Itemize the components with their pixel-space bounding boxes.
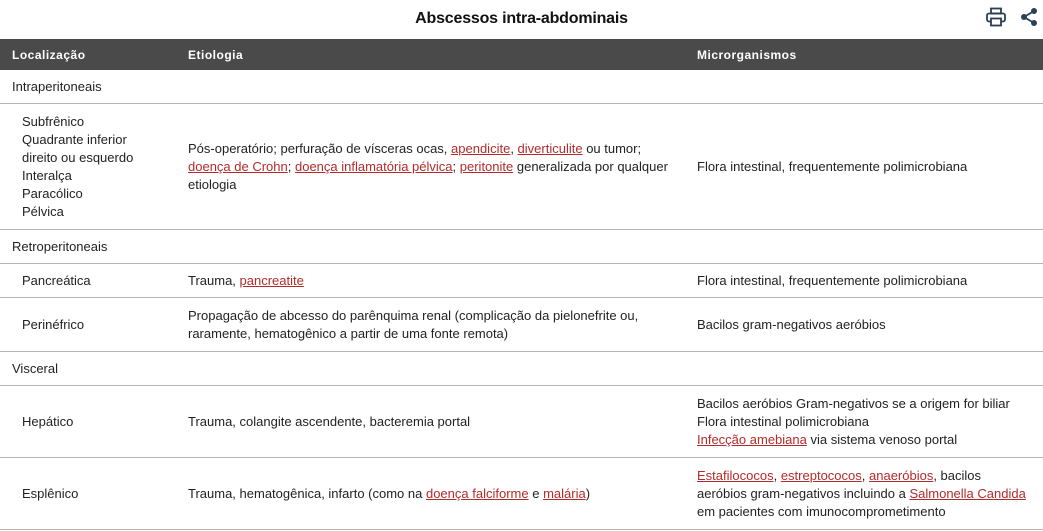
section-label: Retroperitoneais [0, 230, 176, 264]
column-header-organisms: Microrganismos [685, 39, 1043, 70]
etiology-cell: Pós-operatório; perfuração de vísceras ocas, apendicite, diverticulite ou tumor; doença de Crohn; doença inflamatória pélvica; peritonite generalizada por qualquer etiologia [176, 104, 685, 230]
table-header-row [0, 39, 1043, 70]
organisms-cell: Bacilos aeróbios Gram-negativos se a origem for biliar Flora intestinal polimicrobiana Infecção amebiana via sistema venoso portal [685, 386, 1043, 458]
etiology-cell: Trauma, pancreatite [176, 264, 685, 298]
etiology-cell: Trauma, colangite ascendente, bacteremia portal [176, 386, 685, 458]
location-cell: Esplênico [0, 458, 176, 530]
location-cell: Subfrênico Quadrante inferior direito ou esquerdo Interalça Paracólico Pélvica [0, 104, 176, 230]
printer-icon[interactable] [985, 7, 1007, 27]
table-row-perinefrico [0, 298, 1043, 352]
link-pancreatite[interactable]: pancreatite [239, 272, 304, 288]
location-cell: Hepático [0, 386, 176, 458]
title-bar [0, 0, 1043, 39]
link-peritonite[interactable]: peritonite [459, 158, 514, 174]
link-doenca-de-crohn[interactable]: doença de Crohn [188, 158, 288, 174]
column-header-location: Localização [0, 39, 176, 70]
table-row-esplenico [0, 458, 1043, 530]
link-malaria[interactable]: malária [543, 485, 586, 501]
section-label: Visceral [0, 352, 176, 386]
organisms-cell: Bacilos gram-negativos aeróbios [685, 298, 1043, 352]
table-row-hepatico [0, 386, 1043, 458]
link-estreptococos[interactable]: estreptococos [780, 467, 862, 483]
location-cell: Perinéfrico [0, 298, 176, 352]
link-anaerobios[interactable]: anaeróbios [869, 467, 934, 483]
section-row-retroperitoneal [0, 230, 1043, 264]
abscess-table [0, 39, 1043, 530]
section-row-intraperitoneal [0, 70, 1043, 104]
page-title: Abscessos intra-abdominais [415, 10, 628, 27]
section-row-visceral [0, 352, 1043, 386]
table-row-pancreatica [0, 264, 1043, 298]
link-infeccao-amebiana[interactable]: Infecção amebiana [697, 431, 807, 447]
share-icon[interactable] [1019, 7, 1039, 27]
link-diverticulite[interactable]: diverticulite [517, 140, 583, 156]
link-doenca-falciforme[interactable]: doença falciforme [425, 485, 529, 501]
organisms-cell: Flora intestinal, frequentemente polimicrobiana [685, 104, 1043, 230]
column-header-etiology: Etiologia [176, 39, 685, 70]
link-apendicite[interactable]: apendicite [451, 140, 511, 156]
link-salmonella-candida[interactable]: Salmonella Candida [909, 485, 1026, 501]
table-row-subfrenico [0, 104, 1043, 230]
link-estafilococos[interactable]: Estafilococos [697, 467, 774, 483]
etiology-cell: Trauma, hematogênica, infarto (como na doença falciforme e malária) [176, 458, 685, 530]
location-cell: Pancreática [0, 264, 176, 298]
etiology-cell: Propagação de abcesso do parênquima renal (complicação da pielonefrite ou, raramente, hematogênico a partir de uma fonte remota) [176, 298, 685, 352]
header-actions [985, 7, 1039, 27]
link-doenca-inflamatoria-pelvica[interactable]: doença inflamatória pélvica [294, 158, 453, 174]
organisms-cell: Flora intestinal, frequentemente polimicrobiana [685, 264, 1043, 298]
section-label: Intraperitoneais [0, 70, 176, 104]
organisms-cell: Estafilococos, estreptococos, anaeróbios, bacilos aeróbios gram-negativos incluindo a Salmonella Candida em pacientes com imunocomprometimento [685, 458, 1043, 530]
